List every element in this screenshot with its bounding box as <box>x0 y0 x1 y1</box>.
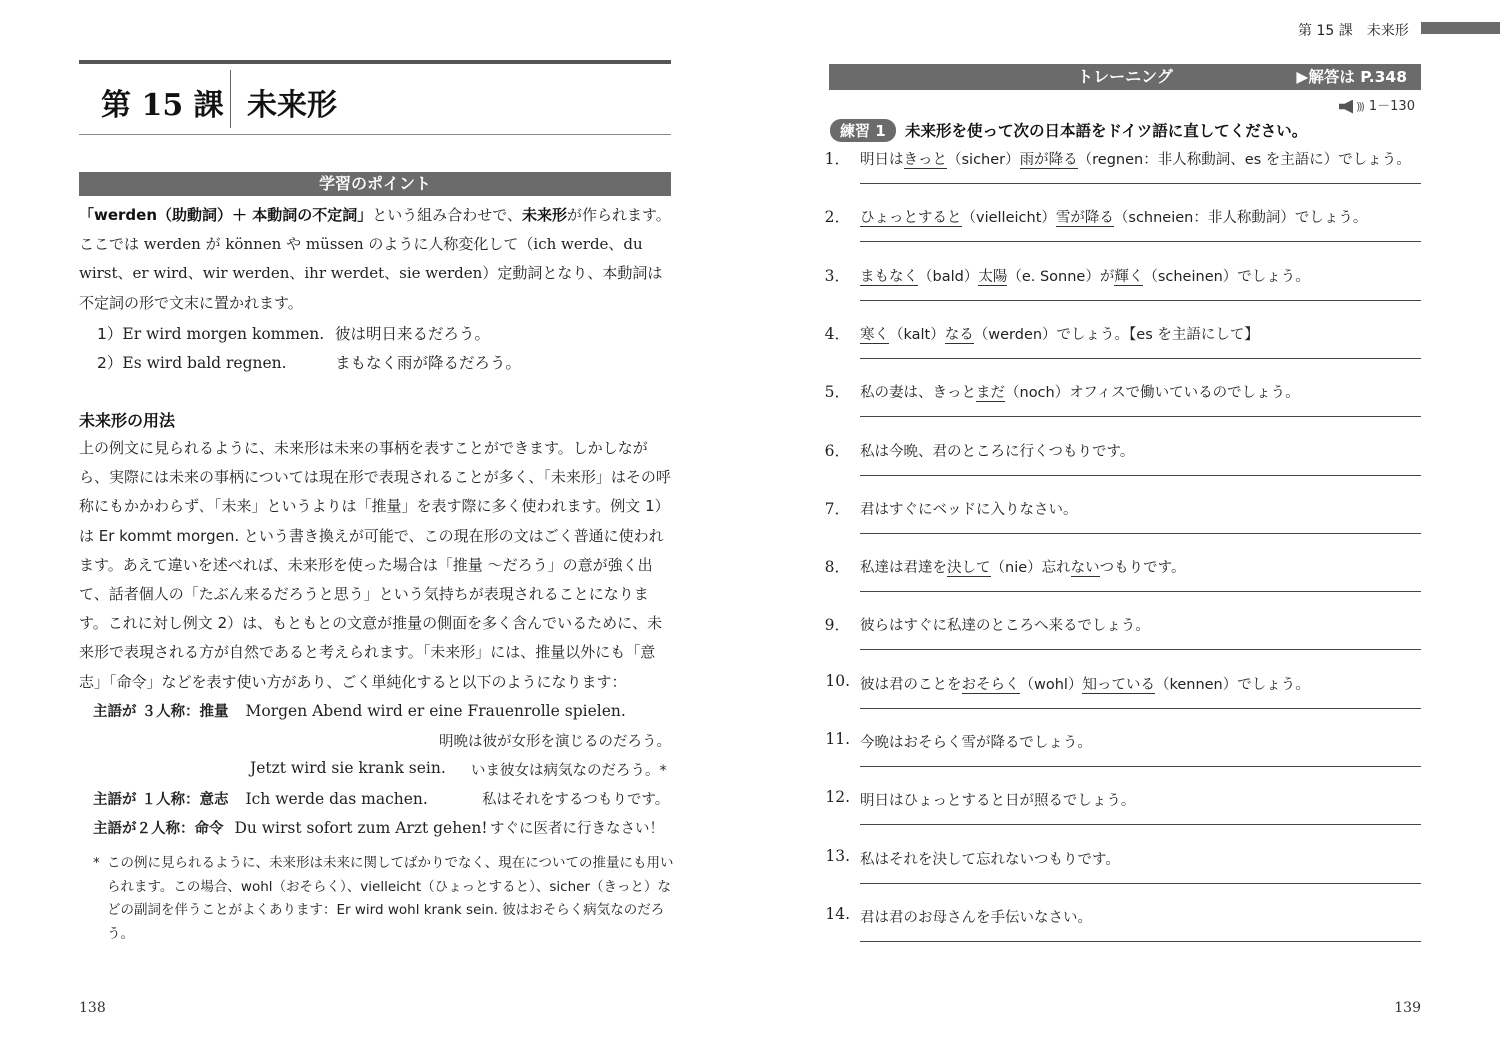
usage-label: 主語が ３人称：推量 <box>93 704 229 720</box>
usage-translation-4: すぐに医者に行きなさい！ <box>490 821 664 837</box>
vocab-hint: ひょっとすると <box>860 210 962 227</box>
usage-german-2: Jetzt wird sie krank sein. <box>250 759 446 777</box>
question-text-part: 私は今晩、君のところに行くつもりです。 <box>860 443 1135 460</box>
exercise-question <box>750 147 1500 205</box>
question-text-part: （wohl） <box>1019 676 1083 693</box>
question-text <box>860 848 1120 869</box>
question-text-part: （vielleicht） <box>961 210 1056 227</box>
speaker-icon <box>1339 100 1353 114</box>
question-number: 11. <box>825 730 850 748</box>
question-number: 13. <box>825 846 850 865</box>
training-title: トレーニング <box>1077 67 1173 86</box>
vocab-hint: 知っている <box>1082 676 1155 693</box>
example-1 <box>97 322 324 344</box>
usage-german: Morgen Abend wird er eine Frauenrolle spielen. <box>245 702 626 720</box>
footnote-text: この例に見られるように、未来形は未来に関してばかりでなく、現在についての推量にも用いられます。この場合、wohl（おそらく）、vielleicht（ひょっとすると）、sicher（きっと）などの副詞を伴うことがよくあります：Er wird wohl krank sein. 彼はおそらく病気なのだろう。 <box>107 855 674 942</box>
vocab-hint: 決して <box>947 560 991 577</box>
question-text-part: つもりです。 <box>1099 560 1186 577</box>
intro-text-2: が作られます。ここでは werden が können や müssen のように人称変化して（ich werde、du wirst、er wird、wir werden、ihr werdet、sie werden）定動詞となり、本動詞は不定詞の形で文末に置かれます。 <box>79 206 671 312</box>
answer-line[interactable] <box>860 416 1421 417</box>
sound-waves-icon: ))) <box>1356 100 1363 113</box>
vocab-hint: 輝く <box>1114 268 1144 285</box>
vocab-hint: 太陽 <box>978 268 1008 285</box>
question-number: 14. <box>825 904 850 923</box>
answer-line[interactable] <box>860 824 1421 825</box>
question-text-part: （nie）忘れ <box>990 560 1071 577</box>
answer-line[interactable] <box>860 883 1421 884</box>
title-divider <box>230 70 231 128</box>
right-page <box>750 0 1500 1064</box>
question-text <box>860 789 1135 810</box>
question-text <box>860 206 1367 227</box>
question-text-part: 彼は君のことを <box>860 676 962 693</box>
answer-line[interactable] <box>860 475 1421 476</box>
vocab-hint: きっと <box>903 152 947 168</box>
vocab-hint: 雨が降る <box>1019 152 1078 168</box>
question-text-part: （werden）でしょう。【es を主語にして】 <box>973 326 1259 343</box>
question-text-part: 君はすぐにベッドに入りなさい。 <box>860 501 1078 518</box>
question-number: 9． <box>824 616 850 635</box>
question-text-part: 私はそれを決して忘れないつもりです。 <box>860 851 1120 868</box>
question-text-part: （scheinen）でしょう。 <box>1143 268 1310 285</box>
answer-line[interactable] <box>860 941 1421 942</box>
exercise-question <box>750 672 1500 730</box>
question-text-part: （kennen）でしょう。 <box>1154 676 1310 693</box>
usage-german: Du wirst sofort zum Arzt gehen! <box>234 819 488 837</box>
question-text <box>860 673 1310 694</box>
intro-text-1: という組み合わせで、 <box>372 206 522 224</box>
vocab-hint: なる <box>944 326 974 343</box>
question-number: 7． <box>824 499 850 518</box>
usage-label: 主語が２人称：命令 <box>93 821 224 837</box>
question-text <box>860 614 1150 635</box>
answer-reference: ▶解答は P.348 <box>1296 68 1407 86</box>
exercise-question <box>750 613 1500 671</box>
lesson-title: 未来形 <box>247 88 337 123</box>
question-text-part: 私の妻は、きっと <box>860 385 976 402</box>
vocab-hint: 雪が降る <box>1055 210 1114 227</box>
question-text-part: 今晩はおそらく雪が降るでしょう。 <box>860 735 1092 751</box>
example-2-translation: まもなく雨が降るだろう。 <box>335 354 522 372</box>
question-text <box>860 148 1411 169</box>
intro-formula: 「werden（助動詞）＋ 本動詞の不定詞」 <box>79 206 373 224</box>
exercise-question <box>750 439 1500 497</box>
running-header-bar <box>1421 22 1500 34</box>
question-text <box>860 323 1259 344</box>
example-number: 2） <box>97 354 123 372</box>
question-text-part: （e. Sonne）が <box>1007 268 1115 285</box>
title-top-rule <box>79 60 671 64</box>
usage-translation-3: 私はそれをするつもりです。 <box>482 792 670 808</box>
example-german: Er wird morgen kommen. <box>122 325 325 343</box>
example-1-translation: 彼は明日来るだろう。 <box>335 325 491 343</box>
question-text <box>860 906 1092 927</box>
usage-translation-1: 明晩は彼が女形を演じるのだろう。 <box>439 734 671 750</box>
exercise-question <box>750 730 1500 788</box>
vocab-hint: まもなく <box>860 268 918 285</box>
question-text-part: （regnen：非人称動詞、es を主語に）でしょう。 <box>1077 152 1411 168</box>
answer-line[interactable] <box>860 358 1421 359</box>
page-number-right: 139 <box>1394 1000 1421 1016</box>
question-text <box>860 265 1310 286</box>
exercise-question <box>750 788 1500 846</box>
exercise-question <box>750 264 1500 322</box>
question-number: 8． <box>824 558 850 577</box>
question-text <box>860 440 1134 461</box>
lesson-title-block <box>79 66 671 135</box>
exercise-question <box>750 555 1500 613</box>
exercise-question <box>750 497 1500 555</box>
training-header <box>829 64 1421 90</box>
page-number-left: 138 <box>79 1000 106 1016</box>
usage-row-second-person <box>93 817 488 838</box>
question-number: 6． <box>824 441 850 460</box>
question-text-part: （schneien：非人称動詞）でしょう。 <box>1113 210 1368 227</box>
question-number: 5． <box>824 383 850 402</box>
vocab-hint: 寒く <box>860 326 889 343</box>
usage-row-third-person <box>93 700 626 721</box>
exercise-question <box>750 380 1500 438</box>
answer-line[interactable] <box>860 300 1421 301</box>
question-number: 12. <box>825 788 850 807</box>
intro-paragraph <box>79 201 674 318</box>
usage-row-first-person <box>93 788 428 809</box>
question-number: 4． <box>824 324 850 343</box>
usage-paragraph: 上の例文に見られるように、未来形は未来の事柄を表すことができます。しかしながら、実際には未来の事柄については現在形で表現されることが多く、「未来形」はその呼称にもかかわらず､「未来」というよりは「推量」を表す際に多く使われます。例文 1）は Er kommt morgen. という書き換えが可能で、この現在形の文はごく普通に使われます。あえて違いを述べれば、未来形を使った場合は「推量 ～だろう」の意が強く出て、話者個人の「たぶん来るだろうと思う」という気持ちが表現されることになります。これに対し例文 2）は、もともとの文意が推量の側面を多く含んでいるために、未来形で表現される方が自然であると考えられます。「未来形」には、推量以外にも「意志」「命令」などを表す使い方があり、ごく単純化すると以下のようになります： <box>79 439 671 691</box>
footnote <box>93 852 678 946</box>
question-text-part: （sicher） <box>947 152 1020 168</box>
usage-german: Ich werde das machen. <box>245 790 428 808</box>
question-text-part: 明日は <box>860 152 904 168</box>
audio-track <box>1339 95 1415 114</box>
exercise-question <box>750 205 1500 263</box>
answer-line[interactable] <box>860 591 1421 592</box>
question-text-part: 私達は君達を <box>860 560 947 577</box>
answer-line[interactable] <box>860 649 1421 650</box>
question-number: 2． <box>824 208 850 227</box>
question-text-part: 君は君のお母さんを手伝いなさい。 <box>860 909 1092 926</box>
exercise-question <box>750 905 1500 963</box>
exercise-question <box>750 847 1500 905</box>
vocab-hint: まだ <box>976 385 1005 402</box>
question-text-part: （noch）オフィスで働いているのでしょう。 <box>1005 385 1300 402</box>
usage-label: 主語が １人称：意志 <box>93 792 229 808</box>
answer-line[interactable] <box>860 183 1421 184</box>
lesson-number: 第 15 課 <box>101 88 224 123</box>
question-text <box>860 381 1300 402</box>
answer-line[interactable] <box>860 241 1421 242</box>
audio-track-number: 1－130 <box>1368 99 1415 114</box>
question-number: 10. <box>825 671 850 690</box>
question-text-part: （kalt） <box>889 326 945 343</box>
points-header: 学習のポイント <box>79 172 671 196</box>
example-2 <box>97 351 287 373</box>
question-text <box>860 498 1078 519</box>
vocab-hint: ない <box>1070 560 1100 577</box>
answer-line[interactable] <box>860 766 1421 767</box>
example-german: Es wird bald regnen. <box>122 354 287 372</box>
running-header: 第 15 課 未来形 <box>1298 23 1409 39</box>
question-text <box>860 731 1092 752</box>
question-number: 3． <box>824 266 850 285</box>
answer-line[interactable] <box>860 708 1421 709</box>
exercise-question <box>750 322 1500 380</box>
intro-future-term: 未来形 <box>521 206 567 224</box>
example-number: 1） <box>97 325 123 343</box>
question-text-part: （bald） <box>918 268 979 285</box>
question-text <box>860 556 1185 577</box>
question-text-part: 明日はひょっとすると日が照るでしょう。 <box>860 793 1136 810</box>
exercise-label: 練習 1 <box>830 119 896 142</box>
exercise-instruction: 未来形を使って次の日本語をドイツ語に直してください。 <box>905 122 1308 140</box>
usage-heading: 未来形の用法 <box>79 411 176 430</box>
footnote-marker: * <box>93 855 100 871</box>
vocab-hint: おそらく <box>961 676 1020 693</box>
answer-line[interactable] <box>860 533 1421 534</box>
usage-translation-2: いま彼女は病気なのだろう。* <box>471 763 667 779</box>
question-text-part: 彼らはすぐに私達のところへ来るでしょう。 <box>860 618 1150 635</box>
question-number: 1． <box>824 150 850 168</box>
